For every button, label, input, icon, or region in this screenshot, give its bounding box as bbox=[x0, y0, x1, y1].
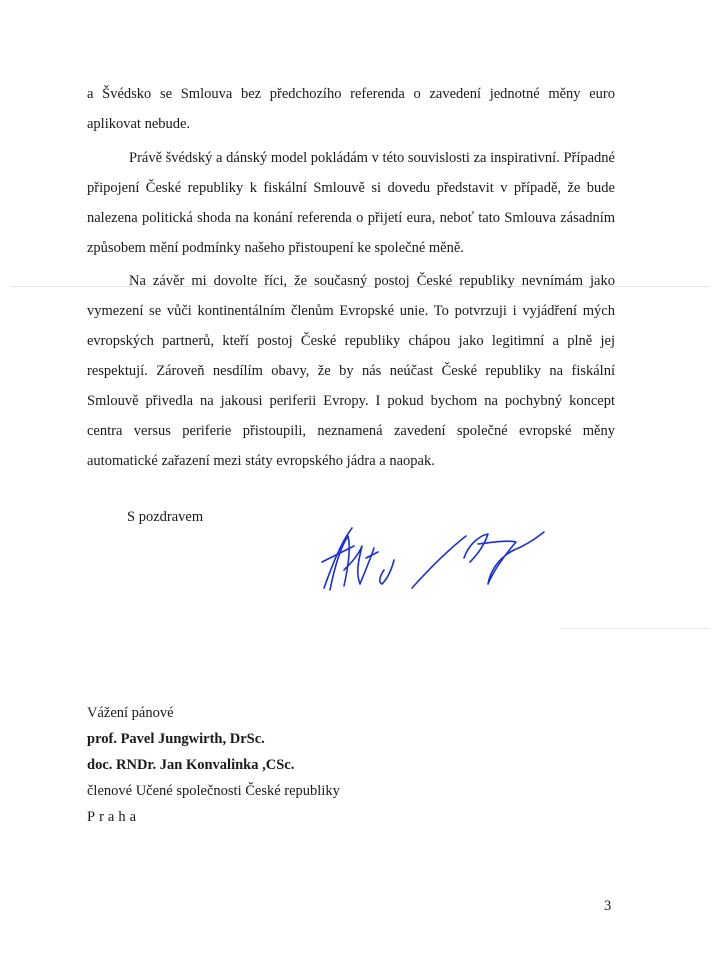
paragraph-1: a Švédsko se Smlouva bez předchozího referenda o zavedení jednotné měny euro aplikovat nebude. bbox=[87, 86, 615, 132]
recipient-organization: členové Učené společnosti České republiky bbox=[87, 783, 340, 799]
recipient-name-1: prof. Pavel Jungwirth, DrSc. bbox=[87, 731, 265, 747]
salutation: Vážení pánové bbox=[87, 705, 174, 721]
scan-artifact-line bbox=[560, 628, 710, 629]
recipient-address-block bbox=[87, 700, 340, 830]
recipient-name-2: doc. RNDr. Jan Konvalinka ,CSc. bbox=[87, 757, 295, 773]
recipient-city: Praha bbox=[87, 809, 141, 825]
handwritten-signature bbox=[318, 518, 558, 598]
paragraph-3: Na závěr mi dovolte říci, že současný postoj České republiky nevnímám jako vymezení se vůči kontinentálním členům Evropské unie. To potvrzuji i vyjádření mých evropských partnerů, kteří postoj České republiky chápou jako legitimní a plně jej respektují. Zároveň nesdílím obavy, že by nás neúčast České republiky na fiskální Smlouvě přivedla na jakousi periferii Evropy. I pokud bychom na pochybný koncept centra versus periferie přistoupili, neznamená zavedení společné evropské měny automatické zařazení mezi státy evropského jádra a naopak. bbox=[87, 273, 615, 469]
closing-greeting: S pozdravem bbox=[127, 509, 204, 525]
page-number: 3 bbox=[604, 898, 612, 914]
paragraph-2: Právě švédský a dánský model pokládám v této souvislosti za inspirativní. Případné připojení České republiky k fiskální Smlouvě si dovedu představit v případě, že bude nalezena politická shoda na konání referenda o přijetí eura, neboť tato Smlouva zásadním způsobem mění podmínky našeho přistoupení ke společné měně. bbox=[87, 150, 615, 256]
